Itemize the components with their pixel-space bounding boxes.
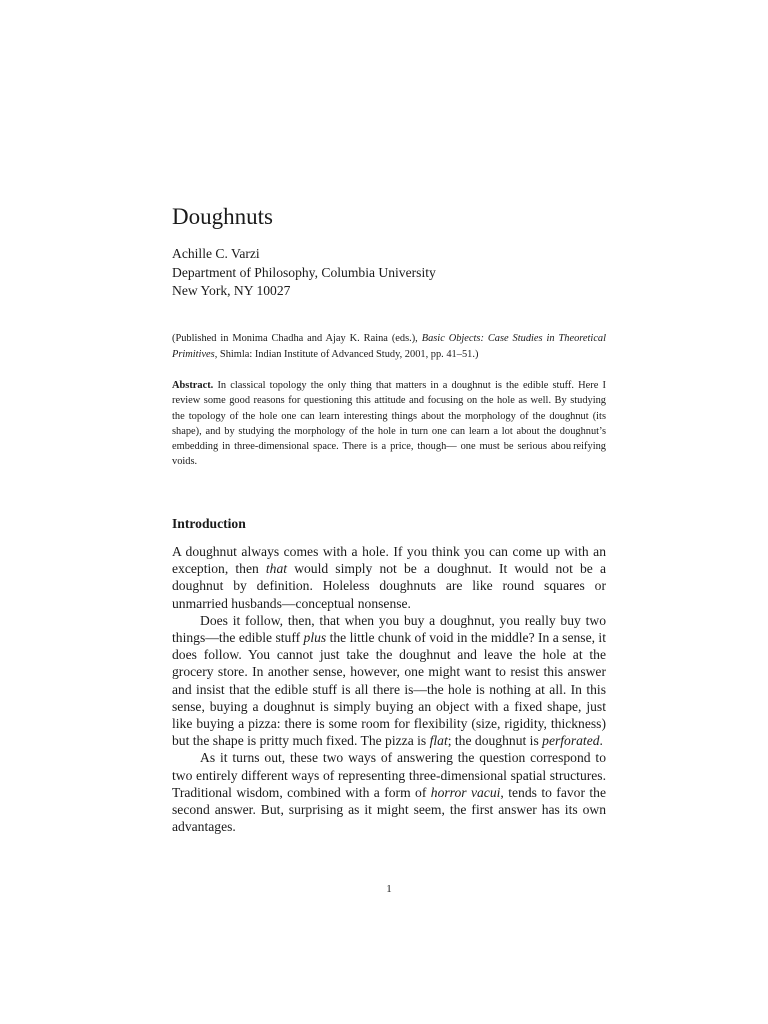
- author-name: Achille C. Varzi: [172, 246, 260, 261]
- section-heading: Introduction: [172, 516, 246, 531]
- paragraph-1-text-a: A doughnut always comes with a hole. If you think you can come up with an exception, then: [172, 544, 606, 577]
- paragraph-2-italic-perforated: perforated: [542, 733, 600, 749]
- paragraph-2-text-a: Does it follow, then, that when you buy a doughnut, you really buy two things—the edible stuff: [172, 612, 606, 646]
- page-number: 1: [386, 883, 392, 895]
- abstract-label: Abstract.: [172, 380, 214, 391]
- paragraph-2-italic-plus: plus: [303, 630, 327, 646]
- paragraph-3: [172, 749, 606, 835]
- publication-book-title: Basic Objects: Case Studies in Theoretical Primitives: [172, 333, 607, 360]
- abstract-text: In classical topology the only thing that matters in a doughnut is the edible stuff. Here I review some good reasons for questioning this attitude and focusing on the hole as well. By studying the topology of the hole one can learn interesting things about the morphology of the doughnut (its shape), and by studying the morphology of the hole in turn one can learn a lot about the doughnut’s embedding in three-dimensional space. There is a price, though— one must be serious abou reifying voids.: [172, 380, 606, 468]
- paragraph-3-italic-horror-vacui: horror vacui: [430, 784, 501, 800]
- paragraph-2: [172, 612, 606, 750]
- paragraph-1: [172, 543, 606, 612]
- paragraph-1-text-b: would simply not be a doughnut. It would not be a doughnut by definition. Holeless doughnuts are like round squares or unmarried husbands—conceptual nonsense.: [172, 561, 606, 611]
- author-affiliation: Department of Philosophy, Columbia University: [172, 264, 436, 280]
- author-block: [172, 245, 436, 301]
- paragraph-2-italic-flat: flat: [429, 733, 448, 749]
- publication-pre: (Published in Monima Chadha and Ajay K. Raina (eds.),: [172, 333, 422, 344]
- paragraph-2-text-c: ; the doughnut is: [447, 733, 543, 749]
- author-address: New York, NY 10027: [172, 283, 291, 298]
- abstract: [172, 378, 606, 470]
- paragraph-2-text-d: .: [599, 733, 603, 749]
- paragraph-3-text-b: , tends to favor the second answer. But, surprising as it might seem, the first answer has its own advantages.: [172, 784, 606, 835]
- paragraph-2-text-b: the little chunk of void in the middle? In a sense, it does follow. You cannot just take the doughnut and leave the hole at the grocery store. In another sense, however, one might want to resist this answer and insist that the edible stuff is all there is—the hole is nothing at all. In this sense, buying a doughnut is simply buying an object with a fixed shape, just like buying a pizza: there is some room for flexibility (size, rigidity, thickness) but the shape is pritty much fixed. The pizza is: [172, 630, 606, 749]
- paragraph-1-italic-that: that: [265, 561, 288, 577]
- publication-note: [172, 331, 606, 363]
- publication-post: , Shimla: Indian Institute of Advanced Study, 2001, pp. 41–51.): [214, 349, 479, 360]
- paragraph-3-text-a: As it turns out, these two ways of answering the question correspond to two entirely different ways of representing three-dimensional spatial structures. Traditional wisdom, combined with a form of: [172, 750, 606, 800]
- paper-title: Doughnuts: [172, 204, 273, 229]
- section-body: [172, 543, 606, 835]
- paper-page: [172, 0, 606, 1024]
